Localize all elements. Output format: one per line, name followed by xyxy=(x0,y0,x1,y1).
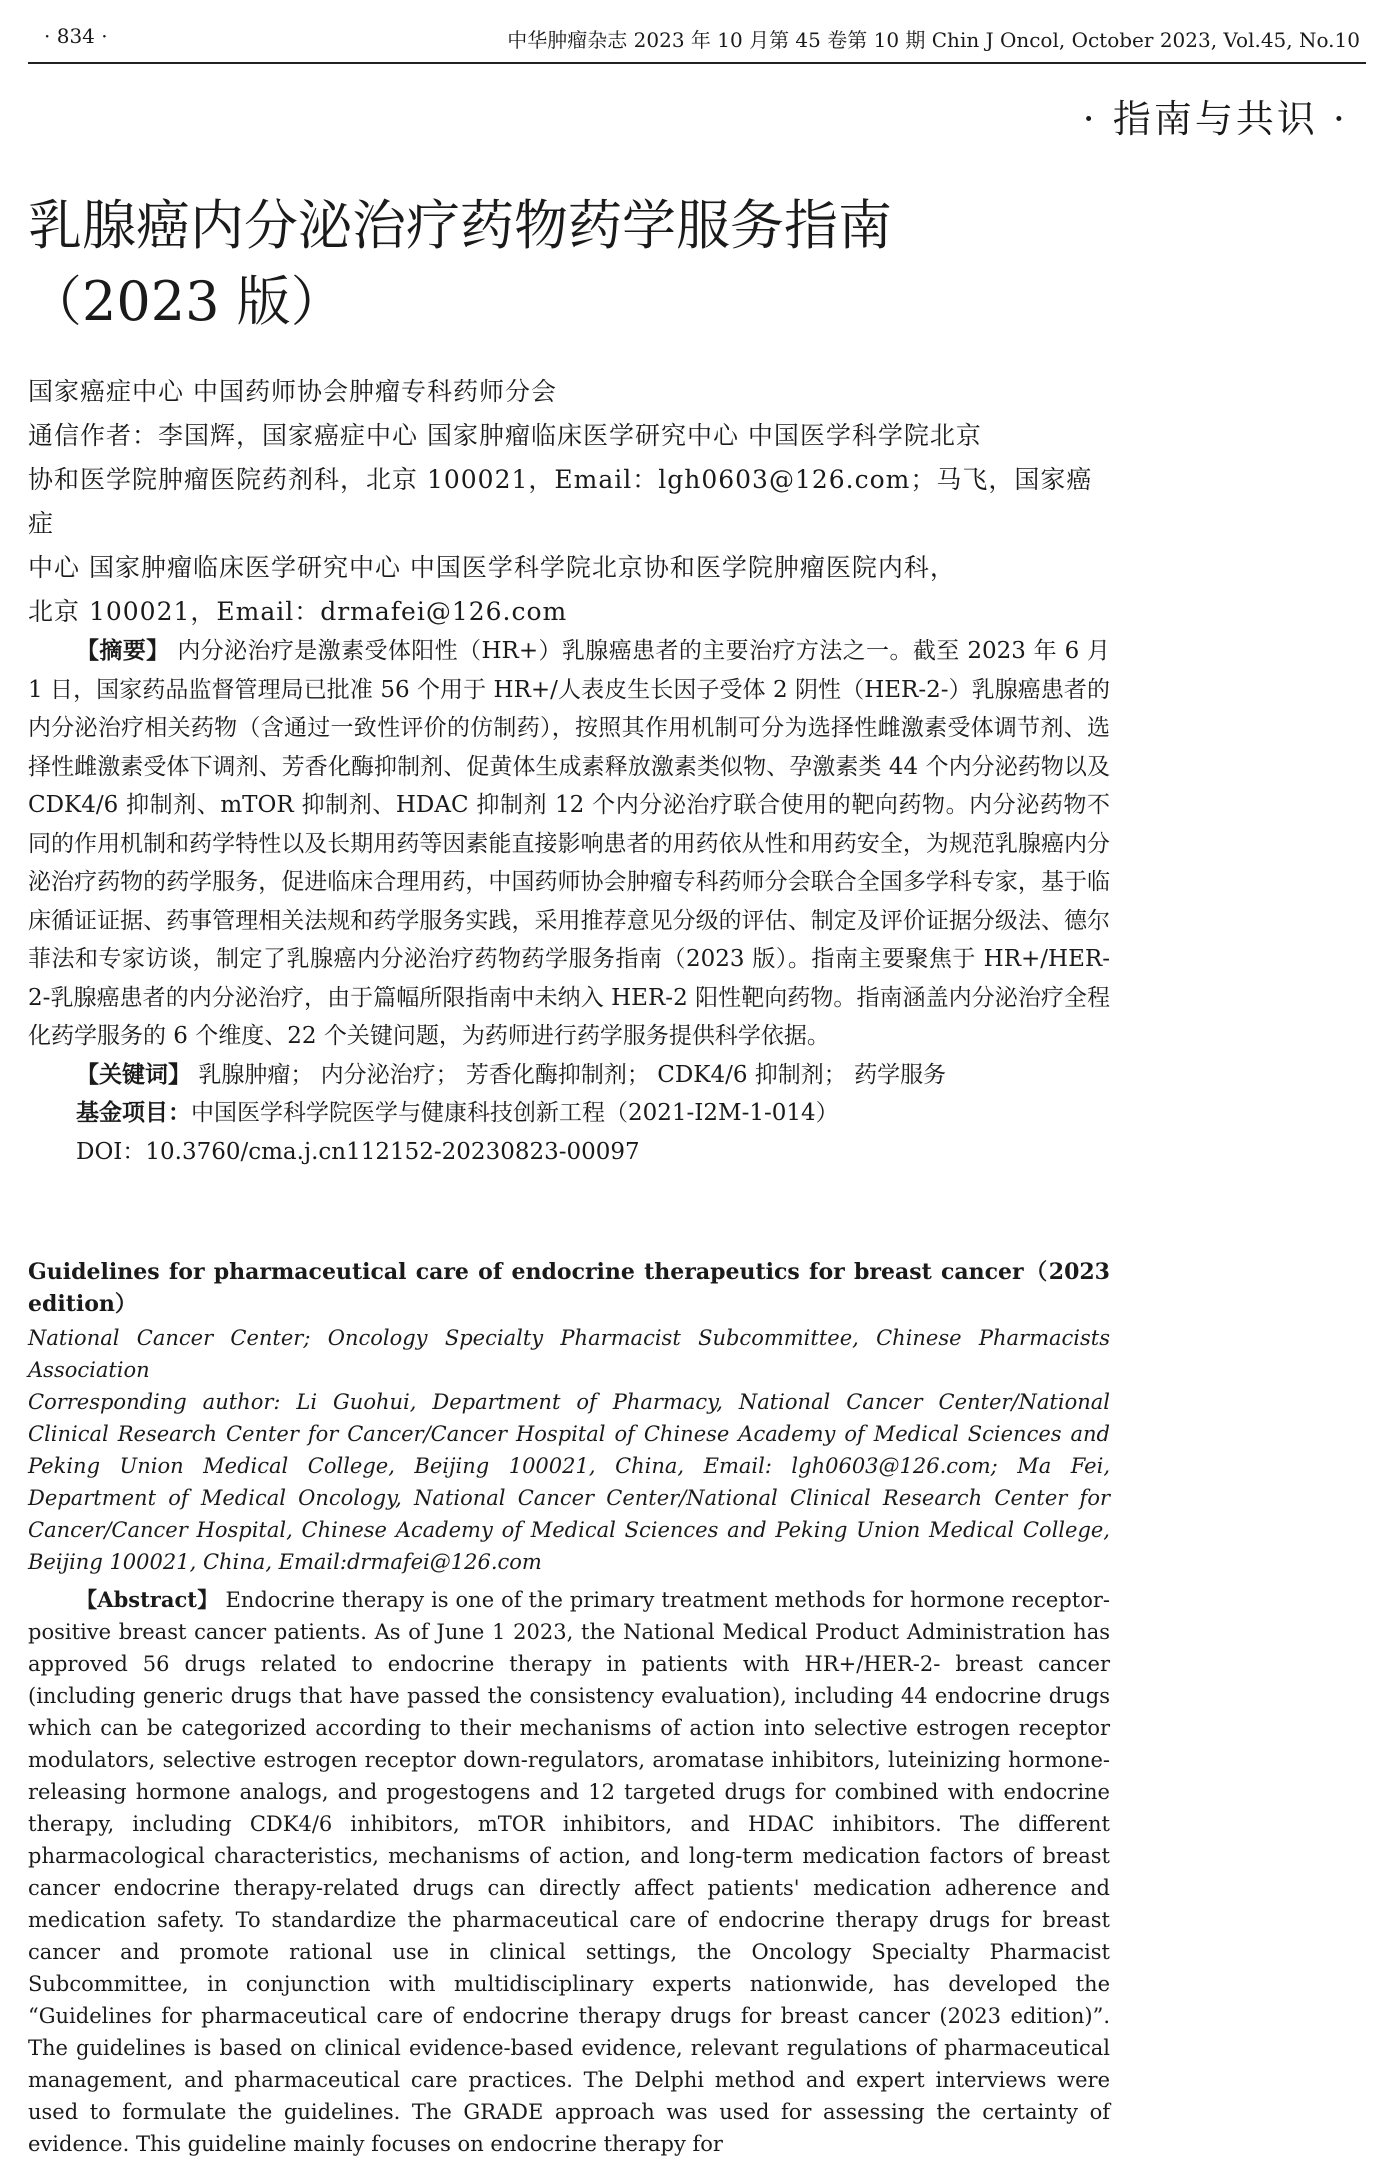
english-abstract xyxy=(28,1584,1110,2160)
chinese-abstract xyxy=(28,632,1110,1171)
running-header xyxy=(44,24,1360,54)
fund-line xyxy=(28,1094,1110,1133)
abstract-text: 内分泌治疗是激素受体阳性（HR+）乳腺癌患者的主要治疗方法之一。截至 2023 年 6 月 1 日，国家药品监督管理局已批准 56 个用于 HR+/人表皮生长因子受体 2 阴性（HER-2-）乳腺癌患者的内分泌治疗相关药物（含通过一致性评价的仿制药），按照其作用机制可分为选择性雌激素受体调节剂、选择性雌激素受体下调剂、芳香化酶抑制剂、促黄体生成素释放激素类似物、孕激素类 44 个内分泌药物以及 CDK4/6 抑制剂、mTOR 抑制剂、HDAC 抑制剂 12 个内分泌治疗联合使用的靶向药物。内分泌药物不同的作用机制和药学特性以及长期用药等因素能直接影响患者的用药依从性和用药安全，为规范乳腺癌内分泌治疗药物的药学服务，促进临床合理用药，中国药师协会肿瘤专科药师分会联合全国多学科专家，基于临床循证证据、药事管理相关法规和药学服务实践，采用推荐意见分级的评估、制定及评价证据分级法、德尔菲法和专家访谈，制定了乳腺癌内分泌治疗药物药学服务指南（2023 版）。指南主要聚焦于 HR+/HER-2-乳腺癌患者的内分泌治疗，由于篇幅所限指南中未纳入 HER-2 阳性靶向药物。指南涵盖内分泌治疗全程化药学服务的 6 个维度、22 个关键问题，为药师进行药学服务提供科学依据。 xyxy=(28,638,1111,1049)
author-affiliations xyxy=(28,370,1110,634)
english-abstract-label: 【Abstract】 xyxy=(76,1587,219,1612)
abstract-label: 【摘要】 xyxy=(76,638,170,664)
keywords-text: 乳腺肿瘤； 内分泌治疗； 芳香化酶抑制剂； CDK4/6 抑制剂； 药学服务 xyxy=(198,1061,947,1088)
title-line-2: （2023 版） xyxy=(28,270,345,333)
fund-label: 基金项目： xyxy=(76,1100,191,1126)
title-line-1: 乳腺癌内分泌治疗药物药学服务指南 xyxy=(28,194,892,257)
abstract-paragraph xyxy=(28,632,1110,1056)
keywords-label: 【关键词】 xyxy=(76,1061,191,1088)
correspondence-line: 中心 国家肿瘤临床医学研究中心 中国医学科学院北京协和医学院肿瘤医院内科， xyxy=(28,553,956,582)
english-title: Guidelines for pharmaceutical care of endocrine therapeutics for breast cancer（2023 edition） xyxy=(28,1259,1110,1317)
correspondence-line: 通信作者：李国辉，国家癌症中心 国家肿瘤临床医学研究中心 中国医学科学院北京 xyxy=(28,421,982,450)
english-correspondence: Corresponding author: Li Guohui, Department of Pharmacy, National Cancer Center/National Clinical Research Center for Cancer/Cancer Hospital of Chinese Academy of Medical Sciences and Peking Union Medical College, Beijing 100021, China, Email: lgh0603@126.com; Ma Fei, Department of Medical Oncology, National Cancer Center/National Clinical Research Center for Cancer/Cancer Hospital, Chinese Academy of Medical Sciences and Peking Union Medical College, Beijing 100021, China, Email:drmafei@126.com xyxy=(28,1390,1110,1574)
header-divider xyxy=(28,62,1366,64)
english-abstract-text: Endocrine therapy is one of the primary treatment methods for hormone receptor-positive breast cancer patients. As of June 1 2023, the National Medical Product Administration has approved 56 drugs related to endocrine therapy in patients with HR+/HER-2- breast cancer (including generic drugs that have passed the consistency evaluation), including 44 endocrine drugs which can be categorized according to their mechanisms of action into selective estrogen receptor modulators, selective estrogen receptor down-regulators, aromatase inhibitors, luteinizing hormone-releasing hormone analogs, and progestogens and 12 targeted drugs for combined with endocrine therapy, including CDK4/6 inhibitors, mTOR inhibitors, and HDAC inhibitors. The different pharmacological characteristics, mechanisms of action, and long-term medication factors of breast cancer endocrine therapy-related drugs can directly affect patients' medication adherence and medication safety. To standardize the pharmaceutical care of endocrine therapy drugs for breast cancer and promote rational use in clinical settings, the Oncology Specialty Pharmacist Subcommittee, in conjunction with multidisciplinary experts nationwide, has developed the “Guidelines for pharmaceutical care of endocrine therapy drugs for breast cancer (2023 edition)”. The guidelines is based on clinical evidence-based evidence, relevant regulations of pharmaceutical management, and pharmaceutical care practices. The Delphi method and expert interviews were used to formulate the guidelines. The GRADE approach was used for assessing the certainty of evidence. This guideline mainly focuses on endocrine therapy for xyxy=(28,1588,1110,2156)
fund-text: 中国医学科学院医学与健康科技创新工程（2021-I2M-1-014） xyxy=(191,1100,839,1126)
article-title xyxy=(28,188,1028,340)
column-tag: · 指南与共识 · xyxy=(1082,97,1348,141)
correspondence-line: 北京 100021，Email：drmafei@126.com xyxy=(28,597,568,626)
keywords-line xyxy=(28,1056,1110,1095)
journal-citation: 中华肿瘤杂志 2023 年 10 月第 45 卷第 10 期 Chin J Oncol, October 2023, Vol.45, No.10 xyxy=(507,28,1360,52)
doi-line: DOI：10.3760/cma.j.cn112152-20230823-00097 xyxy=(76,1138,640,1165)
english-organizations: National Cancer Center; Oncology Specialty Pharmacist Subcommittee, Chinese Pharmacists Association xyxy=(28,1326,1110,1382)
page-number: · 834 · xyxy=(44,24,108,48)
english-section xyxy=(28,1256,1110,2160)
organizations: 国家癌症中心 中国药师协会肿瘤专科药师分会 xyxy=(28,377,557,406)
correspondence-line: 协和医学院肿瘤医院药剂科，北京 100021，Email：lgh0603@126.com；马飞，国家癌症 xyxy=(28,465,1093,538)
